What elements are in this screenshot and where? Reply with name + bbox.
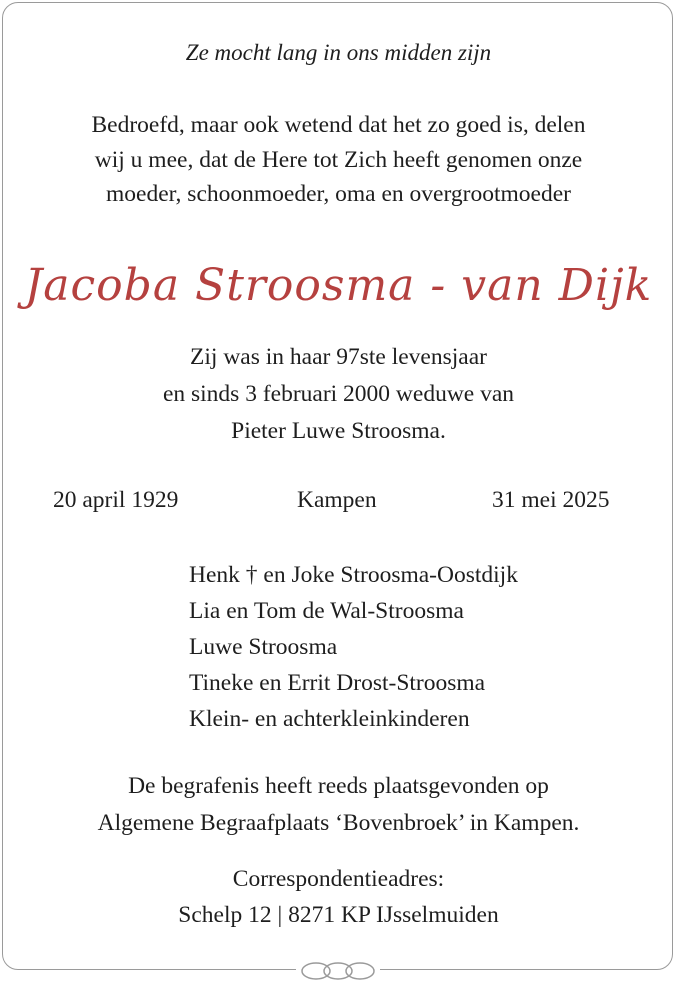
ornament-icon — [296, 959, 380, 983]
family-member: Lia en Tom de Wal-Stroosma — [189, 598, 464, 624]
funeral-line-1: De begrafenis heeft reeds plaatsgevonden op — [128, 773, 549, 799]
family-member: Tineke en Errit Drost-Stroosma — [189, 670, 486, 696]
motto: Ze mocht lang in ons midden zijn — [185, 40, 492, 65]
family-member: Luwe Stroosma — [189, 634, 338, 660]
details-line-1: Zij was in haar 97ste levensjaar — [190, 344, 487, 370]
death-date: 31 mei 2025 — [492, 487, 610, 513]
announcement-line-2: wij u mee, dat de Here tot Zich heeft genomen onze — [94, 147, 583, 173]
details-line-3: Pieter Luwe Stroosma. — [231, 418, 446, 444]
details-line-2: en sinds 3 februari 2000 weduwe van — [162, 381, 515, 407]
correspondence-address: Schelp 12 | 8271 KP IJsselmuiden — [178, 902, 499, 928]
funeral-line-2: Algemene Begraafplaats ‘Bovenbroek’ in Kampen. — [97, 810, 580, 836]
dates-row — [0, 483, 677, 517]
deceased-name: Jacoba Stroosma - van Dijk — [24, 260, 653, 311]
birth-date: 20 april 1929 — [53, 487, 179, 513]
family-member: Klein- en achterkleinkinderen — [189, 706, 470, 732]
place: Kampen — [297, 487, 377, 513]
family-list — [189, 557, 518, 737]
announcement-line-1: Bedroefd, maar ook wetend dat het zo goed is, delen — [91, 112, 586, 138]
announcement-line-3: moeder, schoonmoeder, oma en overgrootmoeder — [106, 181, 571, 207]
family-member: Henk † en Joke Stroosma-Oostdijk — [189, 562, 518, 588]
correspondence-label: Correspondentieadres: — [232, 866, 445, 892]
